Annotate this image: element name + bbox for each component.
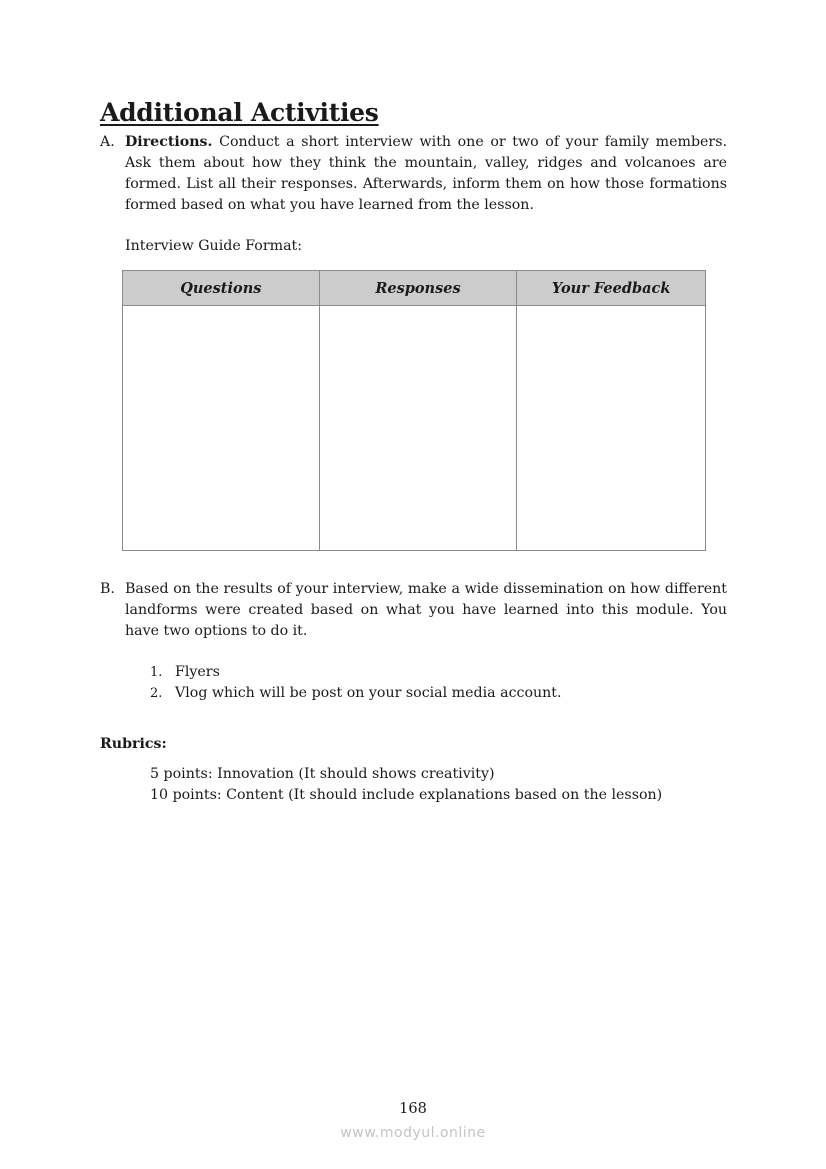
option-number: 1. xyxy=(150,665,163,680)
column-header-feedback: Your Feedback xyxy=(517,271,706,306)
rubric-item: 5 points: Innovation (It should shows creativity) xyxy=(150,766,495,782)
directions-lead: Directions. xyxy=(125,134,213,150)
rubric-item: 10 points: Content (It should include explanations based on the lesson) xyxy=(150,787,663,803)
option-label: Flyers xyxy=(175,664,220,680)
table-row xyxy=(123,306,706,551)
feedback-cell[interactable] xyxy=(517,306,706,551)
section-a-marker: A. xyxy=(100,134,115,150)
list-item xyxy=(150,662,562,683)
section-b xyxy=(100,579,727,642)
column-header-questions: Questions xyxy=(123,271,320,306)
interview-guide-table xyxy=(122,270,706,551)
questions-cell[interactable] xyxy=(123,306,320,551)
table-header-row xyxy=(123,271,706,306)
section-b-body: Based on the results of your interview, make a wide dissemination on how different landforms were created based on what you have learned into this module. You have two options to do it. xyxy=(125,581,727,639)
page-number: 168 xyxy=(399,1101,427,1117)
rubrics-list xyxy=(150,764,662,806)
option-label: Vlog which will be post on your social media account. xyxy=(175,685,562,701)
options-list xyxy=(150,662,562,704)
responses-cell[interactable] xyxy=(319,306,517,551)
watermark: www.modyul.online xyxy=(340,1125,486,1141)
rubrics-heading: Rubrics: xyxy=(100,736,167,752)
list-item xyxy=(150,683,562,704)
section-a-body xyxy=(125,132,727,216)
directions-text: Conduct a short interview with one or two of your family members. Ask them about how they think the mountain, valley, ridges and volcanoes are formed. List all their responses. Afterwards, inform them on how those formations formed based on what you have learned from the lesson. xyxy=(125,134,727,213)
page-title: Additional Activities xyxy=(100,98,379,127)
option-number: 2. xyxy=(150,686,163,701)
column-header-responses: Responses xyxy=(319,271,517,306)
section-a-directions xyxy=(100,132,727,216)
interview-guide-label: Interview Guide Format: xyxy=(125,238,303,254)
section-b-marker: B. xyxy=(100,581,115,597)
